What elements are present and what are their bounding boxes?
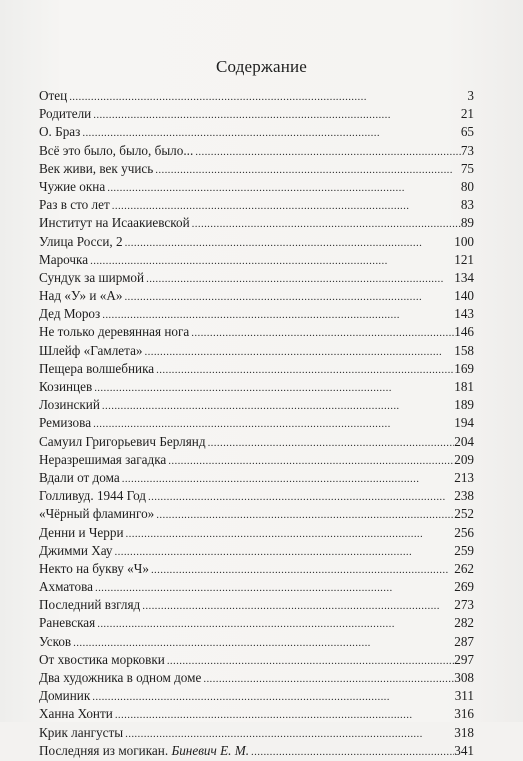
toc-entry [39,742,474,760]
toc-entry-page-number: 287 [454,633,474,649]
toc-entry-page-number: 83 [460,197,474,213]
toc-dot-leader [90,252,454,270]
toc-entry-page-number: 140 [454,288,474,304]
toc-entry [39,669,474,687]
toc-entry-title [39,414,93,432]
toc-entry-page-number: 3 [467,88,474,103]
toc-entry [39,651,474,669]
toc-entry-page-number: 181 [454,379,474,394]
toc-entry-title-text: Институт на Исаакиевской [39,215,190,231]
toc-entry [39,160,474,178]
toc-dot-leader [126,525,455,543]
toc-entry-page-number: 204 [454,433,474,449]
toc-entry [39,287,474,305]
toc-entry-title-text: Последняя из могикан. [39,742,169,758]
toc-entry [39,614,474,632]
toc-entry-page-number: 269 [454,579,474,595]
toc-entry-title [39,651,167,669]
toc-entry-title-text: Самуил Григорьевич Берлянд [39,433,206,449]
toc-entry-title-text: Крик лангусты [39,724,124,740]
toc-dot-leader [156,361,454,379]
toc-entry-page-number: 194 [454,415,474,431]
toc-entry [39,123,474,141]
toc-entry [39,596,474,614]
toc-entry-title-text: Раз в сто лет [39,197,110,213]
toc-entry-title [39,614,97,632]
toc-entry [39,233,474,251]
toc-dot-leader [168,452,454,470]
toc-entry [39,542,474,560]
toc-entry [39,433,474,451]
toc-dot-leader [102,306,454,324]
toc-entry [39,251,474,269]
toc-dot-leader [97,615,454,633]
toc-entry [39,524,474,542]
toc-entry-title [39,178,107,196]
toc-entry-title-text: Денни и Черри [39,524,124,540]
toc-entry [39,87,474,105]
toc-dot-leader [156,506,454,524]
toc-entry [39,214,474,232]
toc-entry [39,105,474,123]
toc-entry-title [39,233,125,251]
toc-entry-page-number: 259 [454,542,474,558]
toc-entry-title [39,687,92,705]
toc-dot-leader [92,688,454,706]
toc-dot-leader [203,670,454,688]
toc-entry-title-text: Отец [39,88,68,103]
toc-entry-title [39,542,115,560]
toc-entry [39,469,474,487]
toc-entry-title [39,451,168,469]
toc-entry [39,196,474,214]
toc-entry [39,687,474,705]
toc-entry-page-number: 262 [454,560,474,576]
toc-dot-leader [145,343,455,361]
toc-entry [39,487,474,505]
toc-entry [39,396,474,414]
toc-entry [39,269,474,287]
toc-entry [39,451,474,469]
toc-entry [39,414,474,432]
toc-entry-page-number: 209 [454,451,474,467]
toc-entry-title [39,669,203,687]
toc-dot-leader [115,543,455,561]
toc-dot-leader [155,161,461,179]
toc-dot-leader [192,215,461,233]
toc-entry-page-number: 121 [454,251,474,267]
toc-entry-title-text: Улица Росси, 2 [39,233,123,249]
toc-entry [39,178,474,196]
toc-entry-title [39,396,102,414]
toc-entry-page-number: 238 [454,488,474,504]
toc-entry-title [39,433,208,451]
toc-dot-leader [82,124,460,142]
toc-entry-title [39,87,69,105]
toc-entry-title [39,742,251,760]
toc-entry-title-text: Джимми Хау [39,542,113,558]
toc-entry [39,342,474,360]
toc-entry-title [39,633,73,651]
toc-dot-leader [125,234,455,252]
toc-entry-title-text: «Чёрный фламинго» [39,506,155,522]
toc-entry [39,360,474,378]
toc-entry [39,323,474,341]
toc-entry-page-number: 308 [454,670,474,685]
toc-entry-page-number: 252 [454,506,474,522]
toc-entry-title-text: Последний взгляд [39,597,141,613]
toc-entry-title [39,524,126,542]
toc-entry-page-number: 297 [454,651,474,667]
table-of-contents [39,87,474,760]
toc-entry-title [39,251,90,269]
toc-entry-title [39,360,156,378]
toc-entry-page-number: 213 [454,469,474,485]
toc-entry-title-text: Козинцев [39,379,93,394]
toc-entry-page-number: 134 [454,269,474,285]
toc-entry-title [39,214,192,232]
toc-dot-leader [124,288,454,306]
toc-entry-title [39,342,145,360]
toc-entry-title [39,560,151,578]
toc-entry-page-number: 341 [454,742,474,758]
toc-entry-page-number: 80 [460,178,474,194]
toc-dot-leader [107,179,461,197]
toc-dot-leader [251,743,454,761]
toc-entry [39,305,474,323]
page-title: Содержание [215,57,308,76]
toc-entry-title [39,323,191,341]
toc-entry-page-number: 282 [454,615,474,631]
toc-entry-title [39,505,156,523]
toc-entry [39,505,474,523]
toc-entry [39,142,474,160]
toc-dot-leader [95,579,454,597]
toc-dot-leader [73,634,454,652]
toc-dot-leader [102,397,454,415]
toc-dot-leader [167,652,454,670]
toc-entry-title [39,287,124,305]
toc-entry-title-text: Два художника в одном доме [39,670,202,685]
toc-entry-title [39,305,102,323]
toc-entry-title-text: Всё это было, было, было... [39,142,194,158]
toc-entry-page-number: 89 [460,215,474,231]
toc-entry-title-text: Раневская [39,615,96,631]
toc-dot-leader [93,415,454,433]
toc-entry [39,560,474,578]
toc-entry-title-text: Ремизова [39,415,92,431]
toc-entry [39,578,474,596]
toc-entry [39,633,474,651]
toc-entry-page-number: 316 [454,706,474,722]
toc-entry-page-number: 100 [454,233,474,249]
toc-entry-page-number: 65 [460,124,474,140]
toc-entry-title-text: Некто на букву «Ч» [39,560,149,576]
toc-entry-title-text: Не только деревянная нога [39,324,190,340]
toc-entry-title-text: Дед Мороз [39,306,101,322]
toc-entry-title-text: Голливуд. 1944 Год [39,488,147,504]
toc-entry-title-text: Вдали от дома [39,469,120,485]
toc-entry-title-text: Пещера волшебника [39,360,155,376]
toc-dot-leader [112,197,461,215]
toc-entry [39,705,474,723]
toc-entry-page-number: 73 [460,142,474,158]
toc-entry-title-text: Родители [39,106,92,122]
toc-dot-leader [146,270,454,288]
toc-entry-title-text: От хвостика морковки [39,651,165,667]
toc-entry-title-text: Над «У» и «А» [39,288,123,304]
toc-entry-page-number: 318 [454,724,474,740]
toc-entry [39,724,474,742]
toc-dot-leader [125,725,454,743]
toc-entry-title [39,469,122,487]
toc-entry-title [39,269,146,287]
toc-entry-title [39,105,93,123]
toc-entry-title-text: Чужие окна [39,178,106,194]
toc-entry-title-text: Век живи, век учись [39,160,154,176]
toc-entry-page-number: 169 [454,360,474,376]
toc-entry-title [39,705,115,723]
toc-entry-title-text: Шлейф «Гамлета» [39,342,143,358]
toc-entry-page-number: 21 [460,106,474,122]
toc-entry-page-number: 75 [460,160,474,176]
toc-entry-title [39,123,82,141]
toc-entry [39,378,474,396]
toc-entry-title-text: Сундук за ширмой [39,269,145,285]
toc-entry-title-text: Доминик [39,688,91,704]
toc-dot-leader [122,470,454,488]
toc-entry-title [39,378,94,396]
toc-entry-page-number: 273 [454,597,474,613]
toc-entry-author: Биневич Е. М. [171,742,250,758]
toc-dot-leader [93,106,461,124]
toc-entry-page-number: 311 [454,688,474,704]
toc-entry-page-number: 158 [454,342,474,358]
toc-entry-title [39,596,142,614]
toc-entry-title-text: Ахматова [39,579,93,595]
toc-entry-title-text: Неразрешимая загадка [39,451,167,467]
toc-dot-leader [69,88,467,106]
toc-entry-title-text: О. Браз [39,124,81,140]
toc-dot-leader [195,143,461,161]
toc-entry-page-number: 256 [454,524,474,540]
toc-entry-title-text: Марочка [39,251,89,267]
toc-entry-title-text: Ханна Хонти [39,706,113,722]
toc-entry-page-number: 143 [454,306,474,322]
toc-entry-page-number: 189 [454,397,474,413]
toc-dot-leader [148,488,454,506]
toc-dot-leader [151,561,454,579]
toc-dot-leader [208,434,455,452]
toc-entry-title [39,724,125,742]
toc-entry-page-number: 146 [454,324,474,340]
toc-entry-title [39,578,95,596]
toc-dot-leader [94,379,454,397]
toc-entry-title [39,196,112,214]
toc-dot-leader [191,324,454,342]
toc-dot-leader [142,597,454,615]
toc-entry-title [39,487,148,505]
toc-entry-title-text: Усков [39,633,72,649]
toc-entry-title [39,142,195,160]
toc-entry-title [39,160,155,178]
toc-entry-title-text: Лозинский [39,397,100,413]
